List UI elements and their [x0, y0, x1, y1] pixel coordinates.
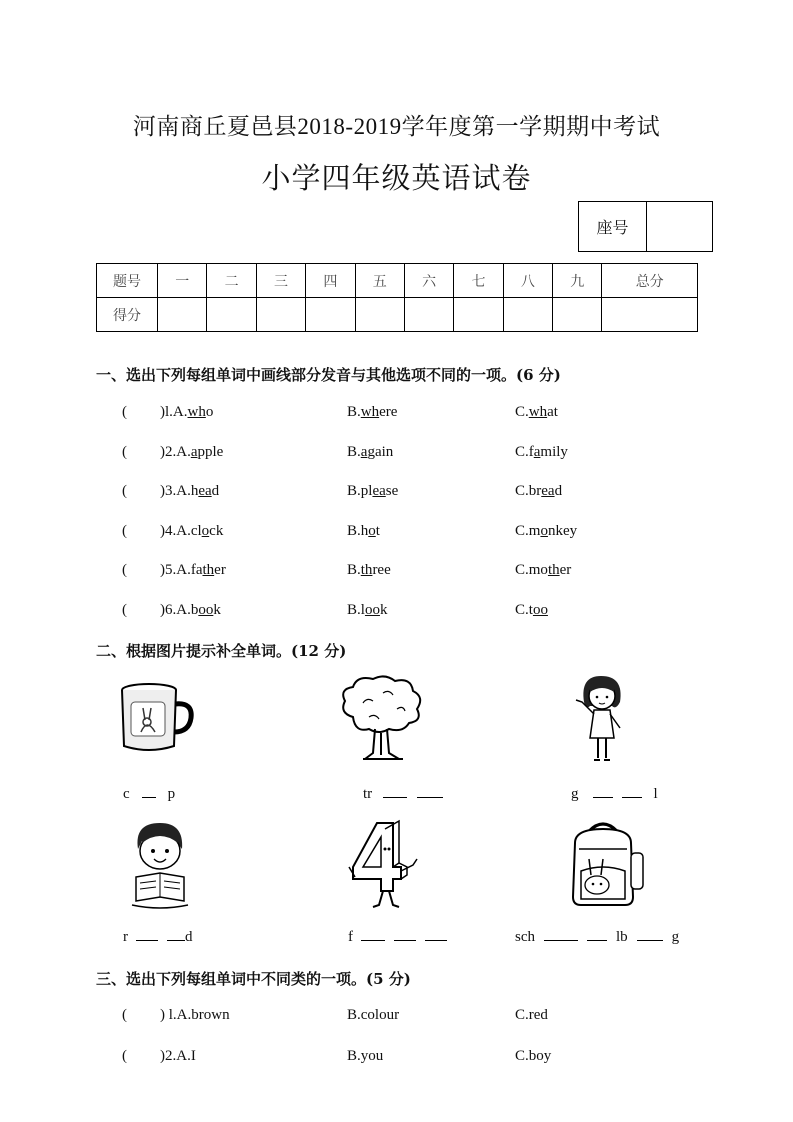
word-blank-four	[348, 928, 450, 946]
q3-option-b[interactable]	[347, 483, 398, 500]
boy-reading-icon	[126, 819, 192, 911]
option-text: gain	[367, 444, 394, 460]
letter-blank[interactable]	[361, 928, 385, 941]
s3-q2-option-c[interactable]: C.boy	[515, 1048, 552, 1064]
word-prefix: tr	[363, 786, 373, 802]
answer-paren[interactable]: (	[122, 404, 127, 420]
section1-title: 一、选出下列每组单词中画线部分发音与其他选项不同的一项。(6 分)	[96, 366, 561, 384]
underlined-part: wh	[360, 404, 380, 420]
letter-blank[interactable]	[622, 785, 642, 798]
option-text: B.pl	[347, 483, 373, 499]
tree-icon	[333, 673, 429, 763]
option-text: )5.A.fa	[160, 562, 203, 578]
q5-option-b[interactable]	[347, 562, 391, 579]
schoolbag-icon	[561, 819, 645, 911]
seat-value-cell[interactable]	[647, 202, 712, 251]
option-text: k	[213, 602, 221, 618]
underlined-part: ea	[372, 483, 386, 499]
option-text: B.	[347, 562, 361, 578]
word-blank-read	[123, 928, 193, 946]
word-prefix: f	[348, 929, 353, 945]
q5-option-c[interactable]	[515, 562, 571, 579]
q6-option-c[interactable]	[515, 602, 548, 619]
option-text: B.l	[347, 602, 365, 618]
underlined-part: oo	[532, 602, 548, 618]
option-text: d	[211, 483, 220, 499]
word-suffix: l	[653, 786, 658, 802]
q5-option-a[interactable]	[160, 562, 226, 579]
q1-option-c[interactable]	[515, 404, 558, 421]
option-text: )2.A.	[160, 444, 191, 460]
word-blank-girl	[571, 785, 658, 803]
word-blank-tree	[363, 785, 446, 803]
s3-q1-option-b[interactable]: B.colour	[347, 1007, 400, 1023]
word-prefix: g	[571, 786, 579, 802]
underlined-part: a	[533, 444, 541, 460]
letter-blank[interactable]	[136, 928, 158, 941]
q6-option-a[interactable]	[160, 602, 221, 619]
option-text: C.t	[515, 602, 533, 618]
option-text: C.mo	[515, 562, 548, 578]
option-text: d	[554, 483, 563, 499]
option-text: se	[385, 483, 399, 499]
option-text: B.	[347, 404, 361, 420]
underlined-part: th	[547, 562, 560, 578]
q2-option-b[interactable]	[347, 444, 393, 461]
underlined-part: a	[360, 444, 368, 460]
number-four-icon	[347, 819, 423, 911]
option-text: nkey	[547, 523, 578, 539]
score-header-cell: 一	[158, 264, 207, 298]
score-header-cell: 七	[454, 264, 503, 298]
option-text: at	[547, 404, 558, 420]
option-text: t	[375, 523, 380, 539]
answer-paren[interactable]: (	[122, 602, 127, 618]
letter-blank[interactable]	[425, 928, 447, 941]
score-row-label: 得分	[97, 298, 158, 332]
word-suffix: p	[167, 786, 176, 802]
q2-option-c[interactable]	[515, 444, 568, 461]
underlined-part: a	[190, 444, 198, 460]
score-input-cell[interactable]	[404, 298, 453, 332]
letter-blank[interactable]	[383, 785, 407, 798]
option-text: C.f	[515, 444, 534, 460]
word-prefix: r	[123, 929, 128, 945]
score-input-cell[interactable]	[602, 298, 698, 332]
word-prefix: sch	[515, 929, 535, 945]
cup-icon	[113, 680, 197, 756]
option-text: k	[379, 602, 388, 618]
score-input-cell[interactable]	[553, 298, 602, 332]
option-text: o	[205, 404, 214, 420]
word-suffix: d	[185, 929, 193, 945]
option-text: C.	[515, 404, 529, 420]
option-text: ere	[379, 404, 398, 420]
option-text: mily	[540, 444, 568, 460]
underlined-part: oo	[198, 602, 214, 618]
underlined-part: th	[360, 562, 373, 578]
underlined-part: o	[540, 523, 548, 539]
option-text: B.h	[347, 523, 369, 539]
score-header-cell: 二	[207, 264, 256, 298]
letter-blank[interactable]	[142, 785, 156, 798]
letter-blank[interactable]	[544, 928, 578, 941]
score-header-cell: 九	[553, 264, 602, 298]
section3-title: 三、选出下列每组单词中不同类的一项。(5 分)	[96, 970, 411, 988]
exam-title-line1: 河南商丘夏邑县2018-2019学年度第一学期期中考试	[132, 114, 661, 139]
letter-blank[interactable]	[394, 928, 416, 941]
score-input-cell[interactable]	[454, 298, 503, 332]
q3-option-a[interactable]	[160, 483, 219, 500]
answer-paren[interactable]: (	[122, 444, 127, 460]
q1-option-a[interactable]	[160, 404, 213, 421]
s3-q2-option-a[interactable]: )2.A.I	[160, 1048, 196, 1064]
answer-paren[interactable]: (	[122, 1048, 127, 1064]
option-text: )3.A.h	[160, 483, 199, 499]
option-text: C.br	[515, 483, 542, 499]
word-blank-cup	[123, 785, 175, 803]
section2-title: 二、根据图片提示补全单词。(12 分)	[96, 642, 347, 660]
score-header-cell: 八	[503, 264, 552, 298]
option-text: )6.A.b	[160, 602, 199, 618]
option-text: er	[214, 562, 226, 578]
option-text: ck	[209, 523, 224, 539]
option-text: er	[559, 562, 572, 578]
underlined-part: oo	[364, 602, 380, 618]
q4-option-b[interactable]	[347, 523, 380, 540]
answer-paren[interactable]: (	[122, 523, 127, 539]
score-header-cell: 三	[256, 264, 305, 298]
underlined-part: th	[202, 562, 215, 578]
answer-paren[interactable]: (	[122, 1007, 127, 1023]
score-header-cell: 总分	[602, 264, 698, 298]
word-suffix: g	[671, 929, 680, 945]
q2-option-a[interactable]	[160, 444, 223, 461]
s3-q1-option-c[interactable]: C.red	[515, 1007, 548, 1023]
exam-title-line2: 小学四年级英语试卷	[261, 163, 532, 195]
q3-option-c[interactable]	[515, 483, 562, 500]
score-table-score-row	[97, 298, 698, 332]
q4-option-c[interactable]	[515, 523, 577, 540]
option-text: B.	[347, 444, 361, 460]
word-middle: lb	[616, 929, 628, 945]
letter-blank[interactable]	[587, 928, 607, 941]
underlined-part: o	[368, 523, 376, 539]
score-header-cell: 五	[355, 264, 404, 298]
option-text: )4.A.cl	[160, 523, 202, 539]
letter-blank[interactable]	[417, 785, 443, 798]
score-table-header-row	[97, 264, 698, 298]
q4-option-a[interactable]	[160, 523, 223, 540]
score-table	[96, 263, 698, 332]
option-text: ree	[372, 562, 391, 578]
letter-blank[interactable]	[637, 928, 663, 941]
girl-icon	[568, 672, 634, 768]
score-input-cell[interactable]	[256, 298, 305, 332]
answer-paren[interactable]: (	[122, 483, 127, 499]
option-text: pple	[197, 444, 224, 460]
s3-q1-option-a[interactable]: ) l.A.brown	[160, 1007, 230, 1023]
letter-blank[interactable]	[593, 785, 613, 798]
score-input-cell[interactable]	[355, 298, 404, 332]
letter-blank[interactable]	[167, 928, 185, 941]
score-header-cell: 六	[404, 264, 453, 298]
s3-q2-option-b[interactable]: B.you	[347, 1048, 384, 1064]
underlined-part: ea	[198, 483, 212, 499]
answer-paren[interactable]: (	[122, 562, 127, 578]
score-header-cell: 四	[306, 264, 355, 298]
underlined-part: wh	[187, 404, 206, 420]
score-input-cell[interactable]	[503, 298, 552, 332]
q6-option-b[interactable]	[347, 602, 387, 619]
option-text: C.m	[515, 523, 541, 539]
word-prefix: c	[123, 786, 130, 802]
score-header-cell: 题号	[97, 264, 158, 298]
underlined-part: wh	[528, 404, 548, 420]
seat-label: 座号	[579, 202, 647, 251]
word-blank-schoolbag	[515, 928, 679, 946]
score-input-cell[interactable]	[306, 298, 355, 332]
score-input-cell[interactable]	[158, 298, 207, 332]
score-input-cell[interactable]	[207, 298, 256, 332]
q1-option-b[interactable]	[347, 404, 397, 421]
option-text: )l.A.	[160, 404, 188, 420]
underlined-part: o	[201, 523, 210, 539]
underlined-part: ea	[541, 483, 555, 499]
seat-number-box	[578, 201, 713, 252]
